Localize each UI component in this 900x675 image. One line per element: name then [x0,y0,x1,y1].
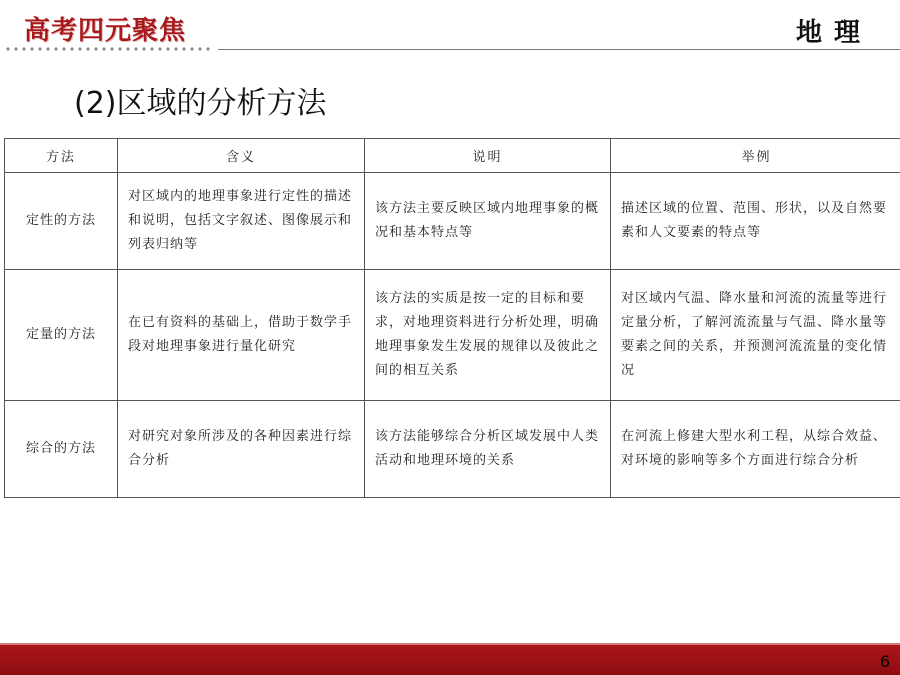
method-cell: 定性的方法 [5,173,118,270]
note-cell: 该方法的实质是按一定的目标和要求，对地理资料进行分析处理，明确地理事象发生发展的规律以及彼此之间的相互关系 [365,270,611,401]
example-cell: 对区域内气温、降水量和河流的流量等进行定量分析，了解河流流量与气温、降水量等要素之间的关系，并预测河流流量的变化情况 [611,270,900,401]
footer-bar [0,643,900,675]
subject-title: 地理 [795,18,872,48]
brand-logo-text: 高考四元聚焦 [24,16,187,46]
example-cell: 在河流上修建大型水利工程，从综合效益、对环境的影响等多个方面进行综合分析 [611,401,900,498]
table-row [5,270,900,401]
method-cell: 综合的方法 [5,401,118,498]
meaning-cell: 对区域内的地理事象进行定性的描述和说明，包括文字叙述、图像展示和列表归纳等 [118,173,365,270]
meaning-cell: 对研究对象所涉及的各种因素进行综合分析 [118,401,365,498]
note-cell: 该方法主要反映区域内地理事象的概况和基本特点等 [365,173,611,270]
brand-dotted-underline [4,46,214,52]
table-row [5,173,900,270]
header-note: 说明 [365,139,611,173]
header-method: 方法 [5,139,118,173]
note-cell: 该方法能够综合分析区域发展中人类活动和地理环境的关系 [365,401,611,498]
method-cell: 定量的方法 [5,270,118,401]
header-divider [218,49,900,50]
table-header-row [5,139,900,173]
header-meaning: 含义 [118,139,365,173]
analysis-methods-table [4,138,900,498]
section-title: (2)区域的分析方法 [74,86,327,121]
page-number: 6 [879,652,890,671]
meaning-cell: 在已有资料的基础上，借助于数学手段对地理事象进行量化研究 [118,270,365,401]
table-row [5,401,900,498]
header-example: 举例 [611,139,900,173]
example-cell: 描述区域的位置、范围、形状，以及自然要素和人文要素的特点等 [611,173,900,270]
